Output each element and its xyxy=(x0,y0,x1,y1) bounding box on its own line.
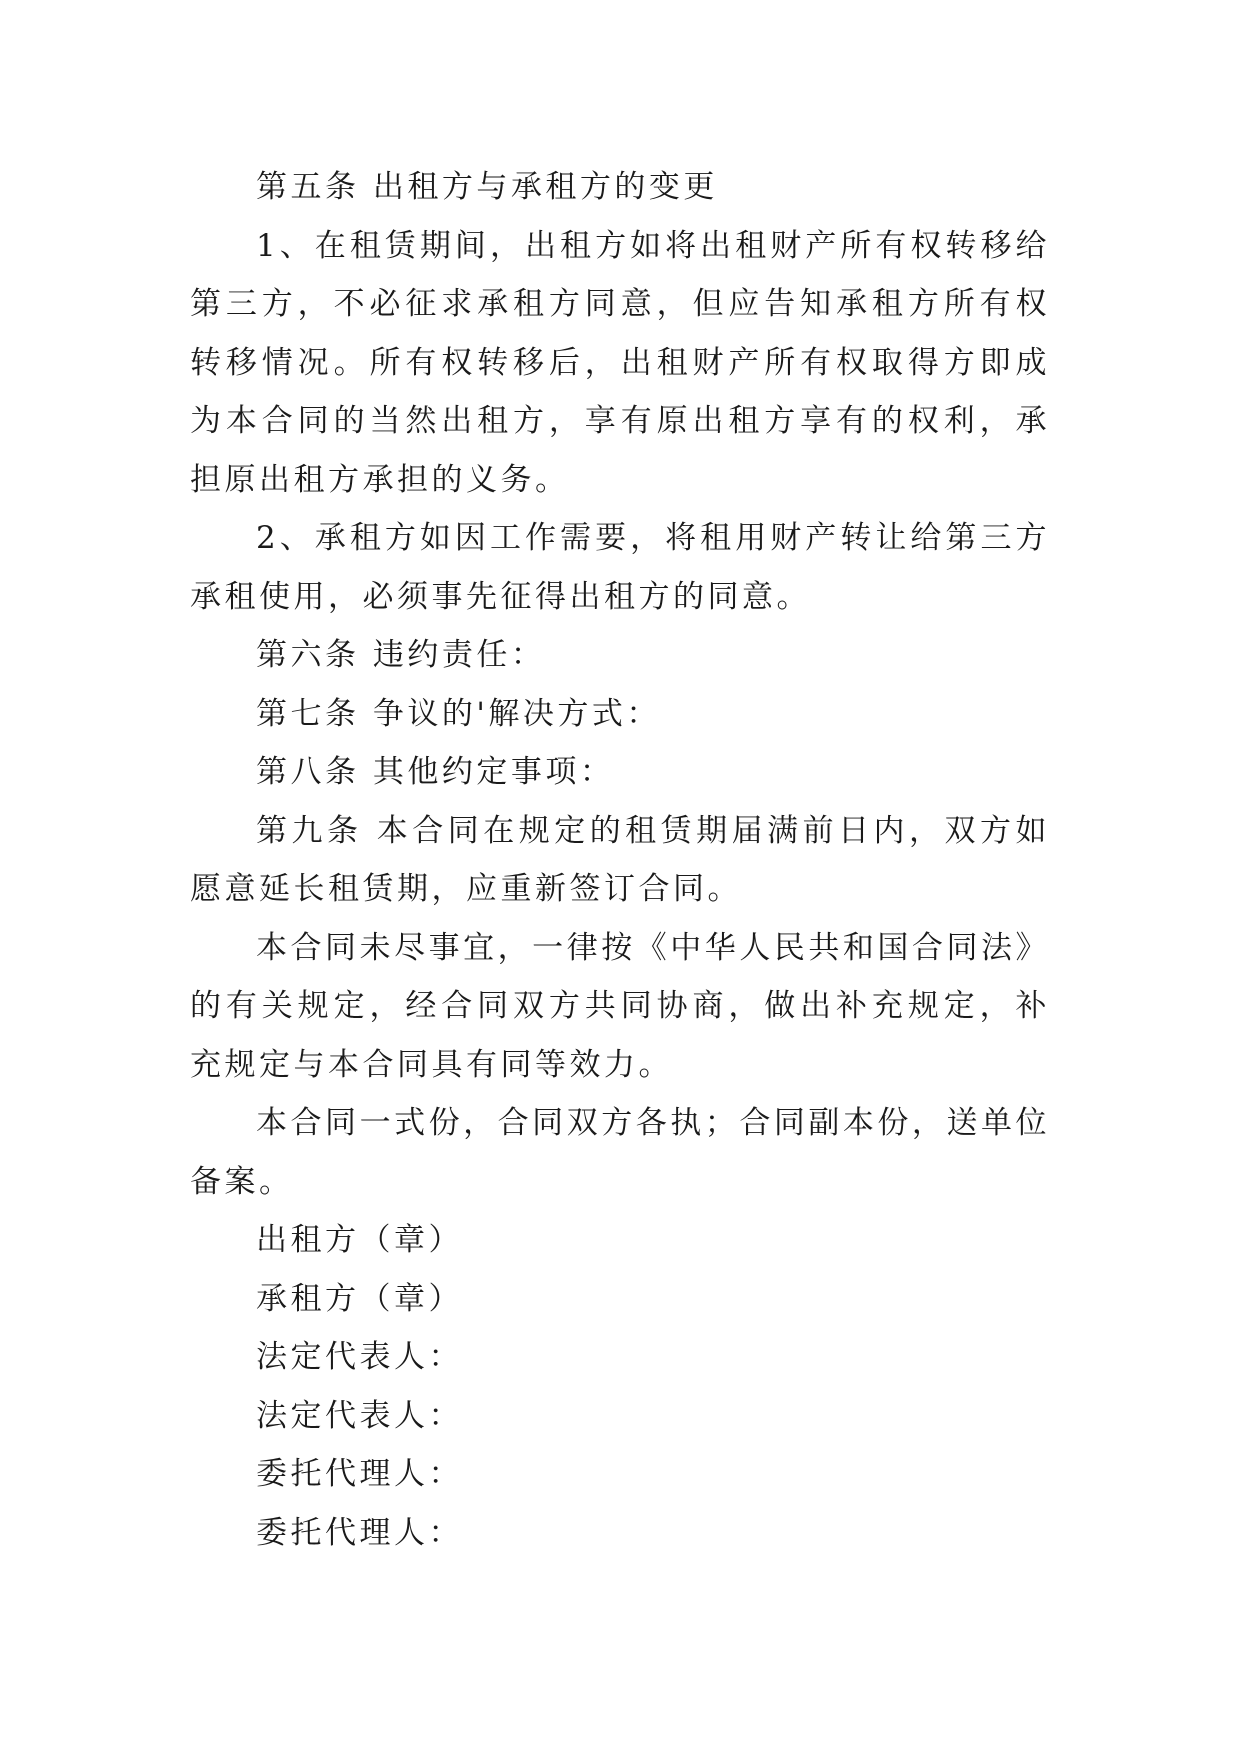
contract-body xyxy=(190,158,1050,1562)
article-7-heading: 第七条 争议的'解决方式： xyxy=(256,695,661,732)
article-5-clause-2: 2、承租方如因工作需要，将租用财产转让给第三方承租使用，必须事先征得出租方的同意。 xyxy=(190,520,1050,615)
lessee-legal-rep-line: 法定代表人： xyxy=(256,1397,463,1434)
article-5-heading: 第五条 出租方与承租方的变更 xyxy=(256,169,718,205)
copies-clause: 本合同一式份，合同双方各执；合同副本份，送单位备案。 xyxy=(190,1105,1050,1200)
lessor-legal-rep-line: 法定代表人： xyxy=(256,1339,463,1375)
article-9-text: 第九条 本合同在规定的租赁期届满前日内，双方如愿意延长租赁期，应重新签订合同。 xyxy=(190,812,1050,907)
article-5-clause-1: 1、在租赁期间，出租方如将出租财产所有权转移给第三方，不必征求承租方同意，但应告知承租方所有权转移情况。所有权转移后，出租财产所有权取得方即成为本合同的当然出租方，享有原出租方享有的权利，承担原出租方承担的义务。 xyxy=(190,227,1050,498)
lessee-seal-line: 承租方（章） xyxy=(256,1280,463,1317)
supplementary-provisions: 本合同未尽事宜，一律按《中华人民共和国合同法》的有关规定，经合同双方共同协商，做出补充规定，补充规定与本合同具有同等效力。 xyxy=(190,929,1050,1083)
lessor-agent-line: 委托代理人： xyxy=(256,1456,463,1492)
lessee-agent-line: 委托代理人： xyxy=(256,1514,463,1551)
article-8-heading: 第八条 其他约定事项： xyxy=(256,754,615,790)
lessor-seal-line: 出租方（章） xyxy=(256,1222,463,1258)
article-6-heading: 第六条 违约责任： xyxy=(256,637,546,673)
